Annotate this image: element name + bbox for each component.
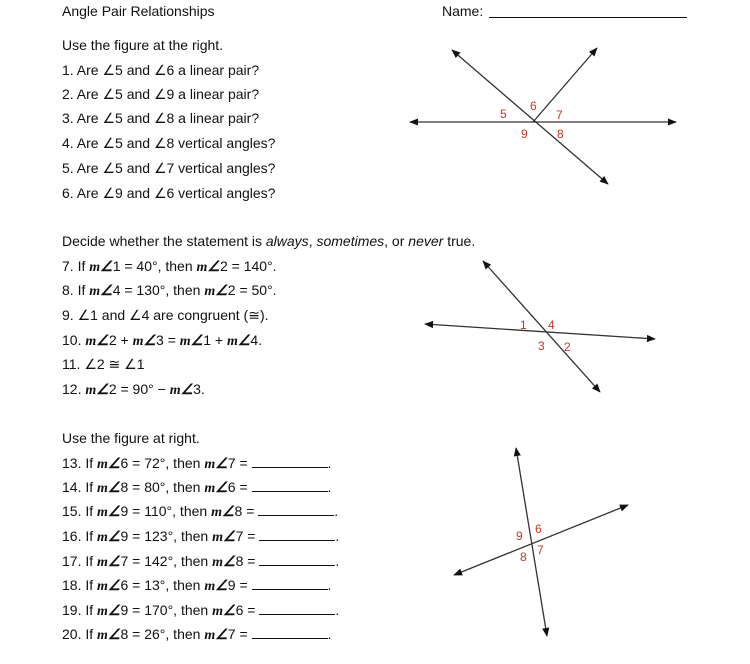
fig2-label-4: 4 bbox=[548, 318, 555, 332]
question-12: 12. m∠2 = 90° − m∠3. bbox=[62, 381, 205, 398]
question-15: 15. If m∠9 = 110°, then m∠8 = . bbox=[62, 503, 339, 520]
question-14: 14. If m∠8 = 80°, then m∠6 = . bbox=[62, 479, 332, 496]
fig1-label-5: 5 bbox=[500, 107, 507, 121]
question-4: 4. Are ∠5 and ∠8 vertical angles? bbox=[62, 135, 276, 151]
question-19: 19. If m∠9 = 170°, then m∠6 = . bbox=[62, 602, 340, 619]
question-20: 20. If m∠8 = 26°, then m∠7 = . bbox=[62, 626, 332, 643]
question-10: 10. m∠2 + m∠3 = m∠1 + m∠4. bbox=[62, 332, 263, 349]
fig1-label-6: 6 bbox=[530, 99, 537, 113]
question-3: 3. Are ∠5 and ∠8 a linear pair? bbox=[62, 110, 260, 126]
fig2-label-1: 1 bbox=[520, 318, 527, 332]
figure-2 bbox=[425, 261, 655, 392]
question-16: 16. If m∠9 = 123°, then m∠7 = . bbox=[62, 528, 340, 545]
figure-1 bbox=[410, 48, 676, 184]
question-17: 17. If m∠7 = 142°, then m∠8 = . bbox=[62, 553, 340, 570]
question-5: 5. Are ∠5 and ∠7 vertical angles? bbox=[62, 160, 276, 176]
question-8: 8. If m∠4 = 130°, then m∠2 = 50°. bbox=[62, 282, 277, 299]
fig2-diagonal-line bbox=[483, 261, 600, 392]
fig1-descending-line bbox=[452, 50, 608, 184]
fig1-label-8: 8 bbox=[557, 127, 564, 141]
fig3-label-8: 8 bbox=[520, 550, 527, 564]
fig1-label-9: 9 bbox=[521, 127, 528, 141]
name-label: Name: bbox=[442, 3, 484, 19]
fig1-ascending-line bbox=[533, 48, 597, 122]
question-11: 11. ∠2 ≅ ∠1 bbox=[62, 356, 145, 372]
fig3-label-9: 9 bbox=[516, 529, 523, 543]
worksheet-title: Angle Pair Relationships bbox=[62, 3, 215, 19]
question-2: 2. Are ∠5 and ∠9 a linear pair? bbox=[62, 86, 260, 102]
section2-intro: Decide whether the statement is always, sometimes, or never true. bbox=[62, 233, 476, 249]
fig2-label-3: 3 bbox=[538, 339, 545, 353]
question-13: 13. If m∠6 = 72°, then m∠7 = . bbox=[62, 455, 332, 472]
fig3-diagonal-line bbox=[454, 505, 628, 575]
fig2-transversal-line bbox=[425, 324, 655, 339]
question-7: 7. If m∠1 = 40°, then m∠2 = 140°. bbox=[62, 258, 277, 275]
question-9: 9. ∠1 and ∠4 are congruent (≅). bbox=[62, 307, 269, 323]
section1-intro: Use the figure at the right. bbox=[62, 37, 224, 53]
question-1: 1. Are ∠5 and ∠6 a linear pair? bbox=[62, 62, 260, 78]
fig1-label-7: 7 bbox=[556, 108, 563, 122]
fig2-label-2: 2 bbox=[564, 340, 571, 354]
fig3-label-6: 6 bbox=[535, 522, 542, 536]
section3-intro: Use the figure at right. bbox=[62, 430, 200, 446]
question-6: 6. Are ∠9 and ∠6 vertical angles? bbox=[62, 185, 276, 201]
fig3-label-7: 7 bbox=[537, 543, 544, 557]
figure-3 bbox=[454, 448, 628, 636]
question-18: 18. If m∠6 = 13°, then m∠9 = . bbox=[62, 577, 332, 594]
